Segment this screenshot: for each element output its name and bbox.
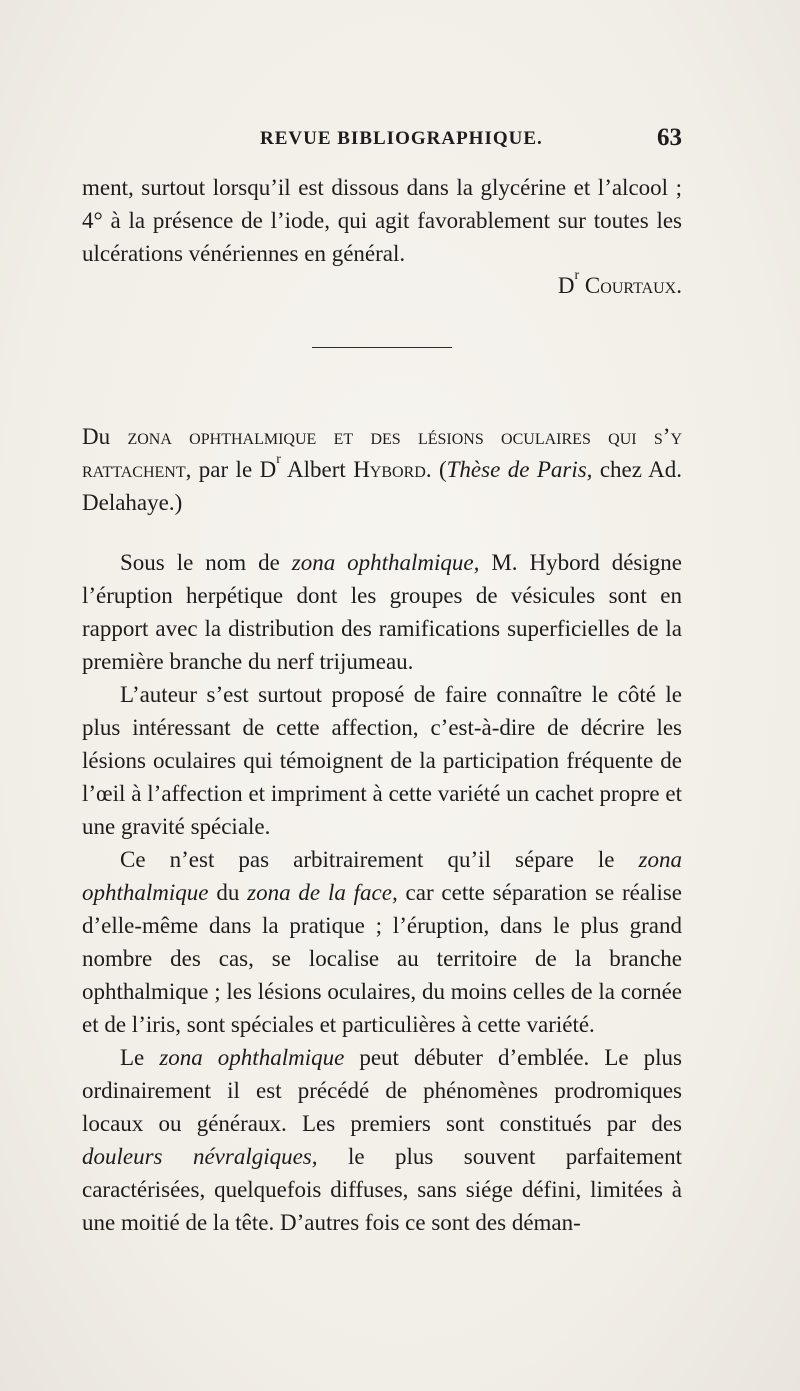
title-author-last: Hybord <box>353 457 426 482</box>
signature-sup: r <box>574 268 580 283</box>
title-by: par le D <box>191 457 277 482</box>
p1-text-c: M. Hybord désigne l’éruption herpétique dont les groupes de vésicules sont en rapport avec la distribution des ramifications superficielles de la première branche du nerf trijumeau. <box>82 550 682 674</box>
paragraph-4 <box>82 1041 682 1239</box>
paragraph-3 <box>82 843 682 1041</box>
title-publisher: chez Ad. Delahaye.) <box>82 457 682 515</box>
p3-text-a: Ce n’est pas arbitrairement qu’il sépare le <box>120 847 639 872</box>
section-divider <box>312 347 452 348</box>
signature-name: Courtaux. <box>584 273 682 298</box>
title-sup: r <box>276 452 281 467</box>
paragraph-2: L’auteur s’est surtout proposé de faire connaître le côté le plus intéressant de cette affection, c’est-à-dire de décrire les lésions oculaires qui témoignent de la participation fréquente de l’œil à l’affection et impriment à cette variété un cachet propre et une gravité spéciale. <box>82 682 682 839</box>
page-header <box>82 124 682 158</box>
p3-italic-b: zona ophthalmique <box>82 847 682 905</box>
p4-text-a: Le <box>120 1045 160 1070</box>
title-dot: . ( <box>425 457 447 482</box>
paragraph-1 <box>82 546 682 678</box>
running-title: REVUE BIBLIOGRAPHIQUE. <box>260 128 543 149</box>
p3-italic-d: zona de la face, <box>247 880 398 905</box>
title-thesis: Thèse de Paris, <box>446 457 593 482</box>
p3-text-c: du <box>208 880 248 905</box>
article-body <box>82 546 682 1239</box>
p1-italic: zona ophthalmique, <box>291 550 480 575</box>
p4-text-e: le plus souvent parfaitement caractérisées, quelquefois diffuses, sans siége défini, limitées à une moitié de la tête. D’autres fois ce sont des déman- <box>82 1144 683 1235</box>
p4-italic-b: zona ophthalmique <box>159 1045 345 1070</box>
p4-text-c: peut débuter d’emblée. Le plus ordinairement il est précédé de phénomènes prodromiques locaux ou généraux. Les premiers sont constitués par des <box>82 1045 682 1136</box>
continued-paragraph <box>82 171 682 270</box>
title-author-first: Albert <box>280 457 354 482</box>
continued-text: ment, surtout lorsqu’il est dissous dans la glycérine et l’alcool ; 4° à la présence de l’iode, qui agit favorablement sur toutes les ulcérations vénériennes en général. <box>82 175 682 266</box>
page-number: 63 <box>657 124 682 151</box>
title-first-word: Du <box>82 424 111 449</box>
p4-italic-d: douleurs névralgiques, <box>82 1144 318 1169</box>
review-signature <box>82 269 682 302</box>
signature-prefix: D <box>557 273 575 298</box>
article-title <box>82 420 682 519</box>
title-small-caps: zona ophthalmique et des lésions oculaires qui s’y rattachent, <box>82 424 682 482</box>
p3-text-e: car cette séparation se réalise d’elle-même dans la pratique ; l’éruption, dans le plus grand nombre des cas, se localise au territoire de la branche ophthalmique ; les lésions oculaires, du moins celles de la cornée et de l’iris, sont spéciales et particulières à cette variété. <box>82 880 682 1037</box>
p1-text-a: Sous le nom de <box>120 550 292 575</box>
